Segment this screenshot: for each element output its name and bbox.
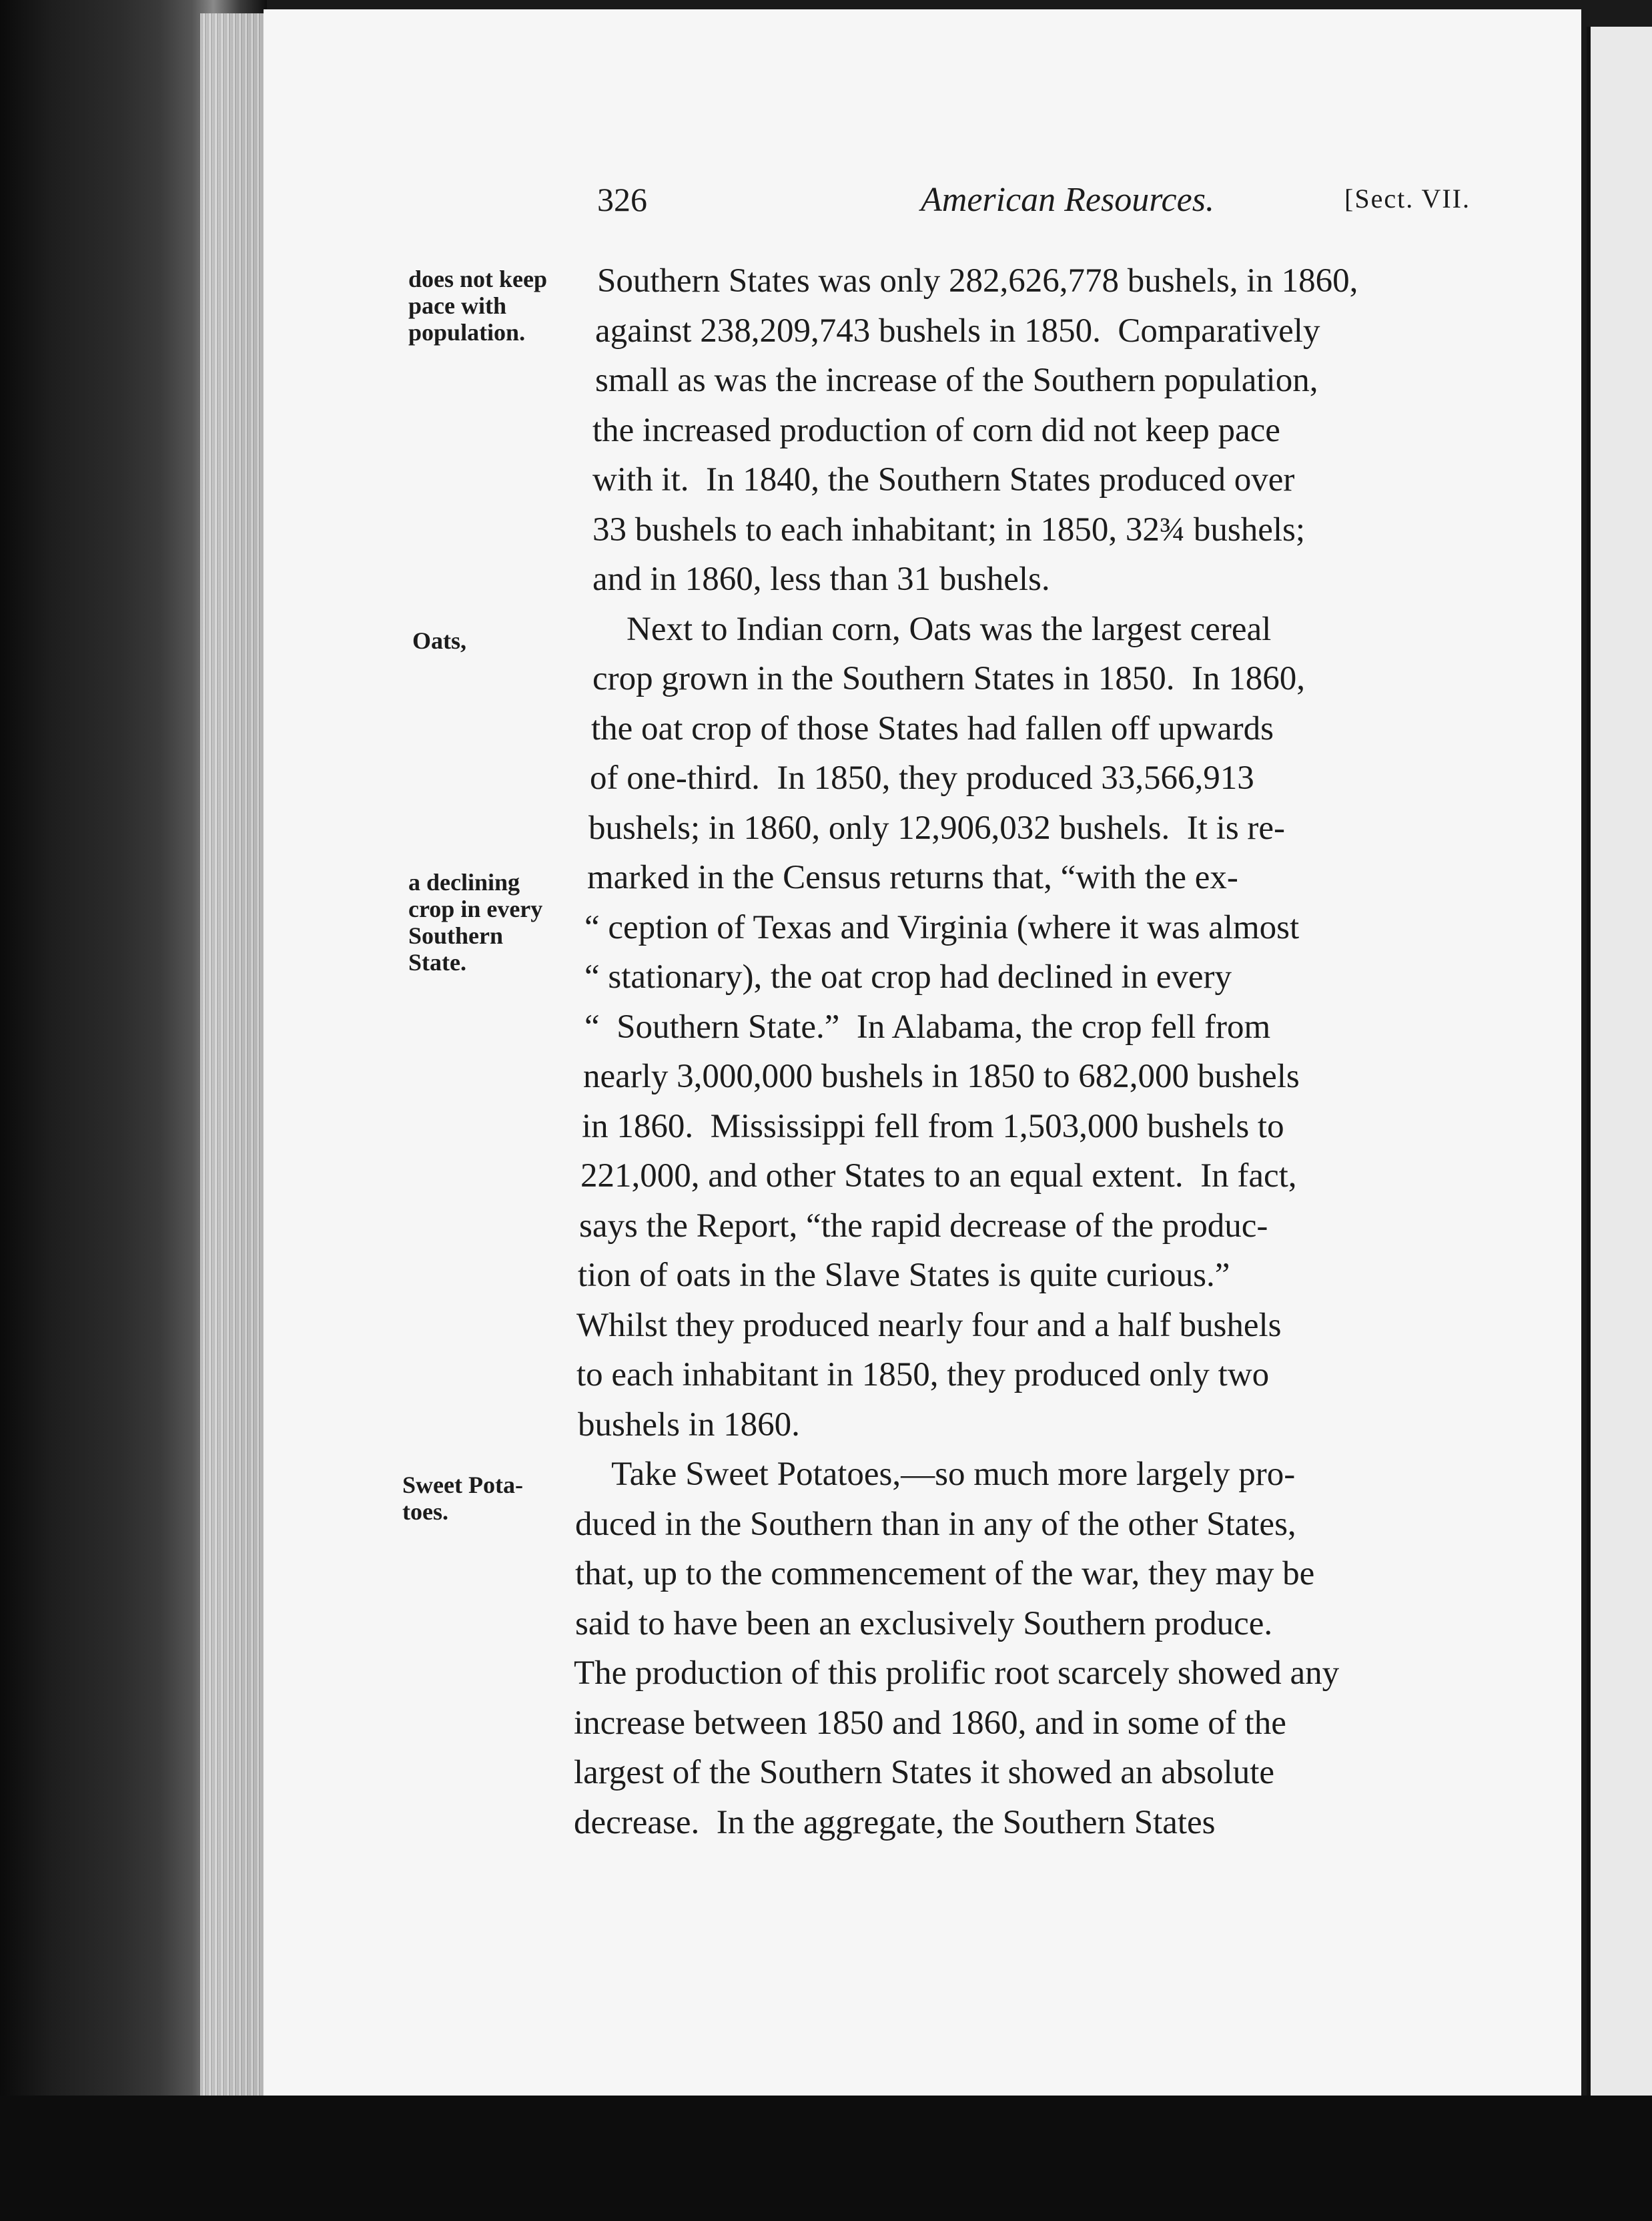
text-line: bushels; in 1860, only 12,906,032 bushels. It is re- (588, 810, 1286, 847)
text-line: the oat crop of those States had fallen off upwards (591, 710, 1274, 747)
text-line: nearly 3,000,000 bushels in 1850 to 682,000 bushels (583, 1058, 1300, 1095)
text-line: Whilst they produced nearly four and a half bushels (576, 1307, 1282, 1344)
text-line: Take Sweet Potatoes,—so much more largely pro- (578, 1456, 1296, 1493)
margin-note: does not keep pace with population. (408, 266, 548, 346)
page-number: 326 (597, 181, 647, 218)
text-line: decrease. In the aggregate, the Southern States (574, 1804, 1216, 1841)
text-line: 33 bushels to each inhabitant; in 1850, 32¾ bushels; (592, 511, 1306, 549)
text-line: The production of this prolific root scarcely showed any (574, 1654, 1340, 1692)
section-label: [Sect. VII. (1344, 184, 1471, 214)
margin-note: Sweet Pota- toes. (402, 1472, 523, 1525)
text-line: largest of the Southern States it showed an absolute (574, 1754, 1275, 1791)
margin-note: a declining crop in every Southern State. (408, 869, 543, 976)
text-line: with it. In 1840, the Southern States produced over (592, 461, 1295, 499)
text-line: small as was the increase of the Southern population, (595, 362, 1318, 399)
text-line: that, up to the commencement of the war, they may be (575, 1555, 1315, 1592)
text-line: “ ception of Texas and Virginia (where it was almost (584, 909, 1300, 946)
text-line: increase between 1850 and 1860, and in some of the (574, 1704, 1286, 1742)
text-line: Next to Indian corn, Oats was the largest cereal (592, 611, 1272, 648)
text-line: “ stationary), the oat crop had declined in every (584, 958, 1232, 996)
page-header (327, 180, 1488, 227)
text-line: of one-third. In 1850, they produced 33,566,913 (590, 759, 1254, 797)
text-line: 221,000, and other States to an equal extent. In fact, (580, 1157, 1297, 1195)
running-title: American Resources. (921, 181, 1214, 219)
scan-background (0, 2096, 1652, 2221)
text-line: tion of oats in the Slave States is quite curious.” (578, 1257, 1230, 1294)
text-line: against 238,209,743 bushels in 1850. Comparatively (595, 312, 1320, 350)
text-line: to each inhabitant in 1850, they produced only two (576, 1356, 1270, 1393)
facing-page-edge (1587, 27, 1652, 2096)
text-line: said to have been an exclusively Southern produce. (575, 1605, 1273, 1642)
margin-note: Oats, (412, 627, 466, 654)
text-line: and in 1860, less than 31 bushels. (592, 561, 1050, 598)
page-edges (200, 13, 274, 2096)
text-line: in 1860. Mississippi fell from 1,503,000 bushels to (582, 1108, 1284, 1145)
text-line: “ Southern State.” In Alabama, the crop fell from (584, 1008, 1271, 1046)
text-line: marked in the Census returns that, “with the ex- (587, 859, 1238, 896)
text-line: duced in the Southern than in any of the other States, (575, 1506, 1296, 1543)
text-line: Southern States was only 282,626,778 bushels, in 1860, (597, 262, 1358, 300)
text-line: the increased production of corn did not keep pace (592, 412, 1280, 449)
text-line: crop grown in the Southern States in 1850. In 1860, (592, 660, 1306, 697)
text-line: says the Report, “the rapid decrease of the produc- (579, 1207, 1268, 1245)
text-line: bushels in 1860. (578, 1406, 800, 1444)
